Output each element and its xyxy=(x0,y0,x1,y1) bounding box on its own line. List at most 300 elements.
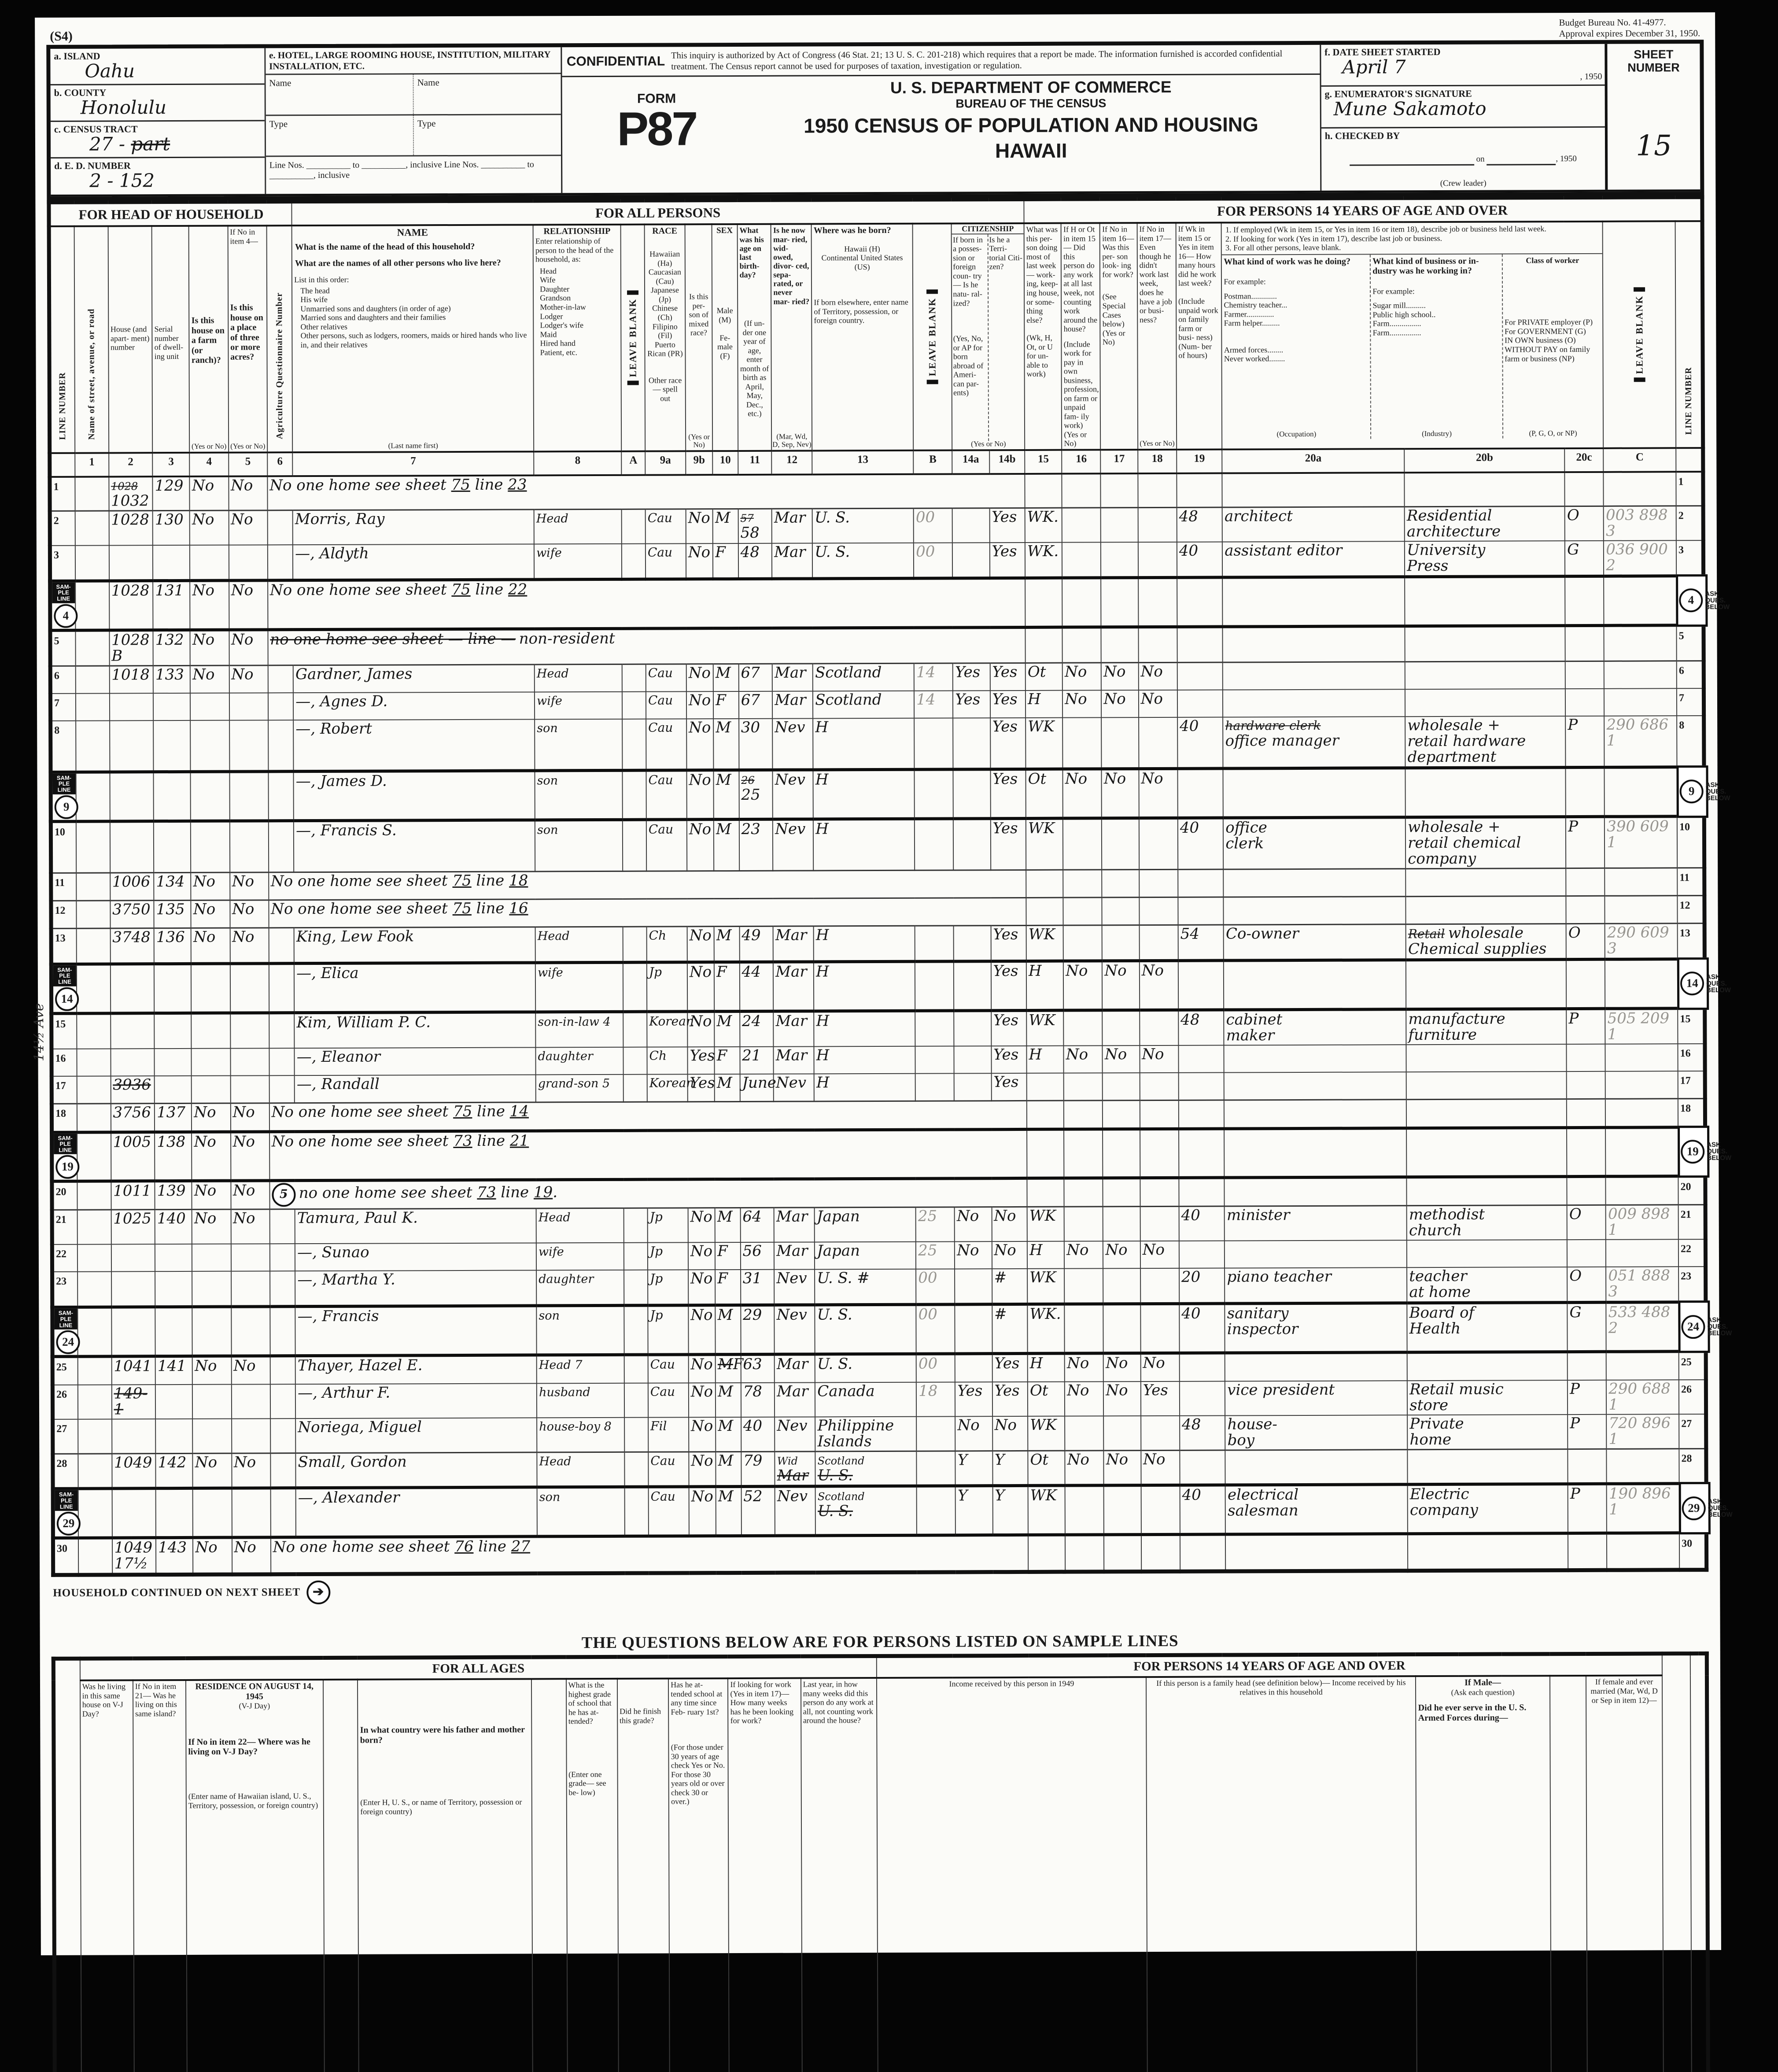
looking-for-work xyxy=(1102,869,1139,897)
span: 290 688 1 xyxy=(1608,1380,1671,1414)
column-header-row xyxy=(49,221,1703,453)
activity-last-week xyxy=(1025,473,1062,508)
class-of-worker xyxy=(1565,576,1604,625)
span: Head xyxy=(536,666,569,681)
col-citizenship xyxy=(952,223,1025,450)
age xyxy=(740,962,774,1011)
div: If No in item 22— Where was he living on V-J Day? xyxy=(188,1736,310,1757)
sex xyxy=(714,926,740,962)
office-code xyxy=(1607,1484,1679,1533)
serial-number xyxy=(153,693,190,720)
street xyxy=(77,928,111,964)
person-name xyxy=(295,1208,536,1244)
span: 14 xyxy=(916,691,936,709)
leave-blank-a xyxy=(622,664,646,692)
span: 56 xyxy=(742,1242,762,1260)
span: No xyxy=(1103,769,1126,788)
looking-for-work xyxy=(1102,925,1140,960)
span: Head xyxy=(539,1455,572,1469)
did-any-work xyxy=(1064,1178,1103,1207)
span: 15 xyxy=(1680,1013,1691,1025)
span: F xyxy=(716,963,727,981)
census-line-3 xyxy=(50,540,1703,581)
territorial-citizen xyxy=(990,718,1026,769)
marital-status xyxy=(775,1305,815,1354)
territorial-citizen xyxy=(991,961,1026,1010)
three-acres xyxy=(230,1048,269,1075)
leave-blank-a xyxy=(624,1270,648,1306)
span: son xyxy=(539,1309,560,1323)
span: No xyxy=(690,1270,713,1288)
serial-number xyxy=(154,900,191,928)
span: Small, Gordon xyxy=(298,1453,407,1471)
band-all-persons: FOR ALL PERSONS xyxy=(292,199,1024,226)
hours-worked xyxy=(1180,1416,1225,1451)
span: 1006 xyxy=(112,872,151,891)
span: P xyxy=(1570,1380,1580,1398)
race xyxy=(648,1305,688,1355)
span: 4 xyxy=(1679,588,1703,612)
has-job xyxy=(1141,1381,1180,1416)
serial-number xyxy=(155,1210,192,1245)
hours-worked xyxy=(1179,1100,1225,1129)
title-stack xyxy=(746,78,1316,163)
div: Did he finish this grade? xyxy=(620,1706,661,1725)
looking-for-work xyxy=(1103,1304,1141,1353)
div: If No in item 17— Even though he didn't work last week, does he have a job or busi- ness? xyxy=(1139,225,1172,324)
line-number-right xyxy=(1677,716,1704,767)
span: 20 xyxy=(1181,1268,1201,1286)
div: If Wk in item 15 or Yes in item 16— How many hours did he work last week? xyxy=(1178,225,1216,288)
span: 40 xyxy=(1180,819,1199,837)
class-of-worker xyxy=(1568,1352,1606,1381)
naturalized xyxy=(954,925,991,961)
has-job xyxy=(1139,768,1177,818)
line-number xyxy=(52,1357,78,1385)
hours-worked xyxy=(1177,717,1223,768)
span: 40 xyxy=(1179,542,1199,560)
enumerator-signature: Mune Sakamoto xyxy=(1333,98,1487,120)
span: 25 xyxy=(918,1242,937,1260)
birthplace xyxy=(813,769,915,819)
span: 22 xyxy=(55,1248,66,1260)
span: electrical salesman xyxy=(1227,1486,1299,1520)
serial-number xyxy=(153,580,190,630)
col-23 xyxy=(186,1680,329,2072)
relationship xyxy=(536,1306,624,1355)
span: No xyxy=(1065,690,1087,708)
span: 17 xyxy=(1680,1075,1691,1086)
span: Mar xyxy=(774,543,806,561)
did-any-work xyxy=(1063,869,1102,897)
marital-status xyxy=(774,1074,814,1101)
marital-status xyxy=(772,691,813,718)
industry xyxy=(1405,868,1566,896)
column-number: 5 xyxy=(229,452,267,476)
hours-worked xyxy=(1179,1178,1225,1206)
street xyxy=(78,1538,112,1575)
marital-status xyxy=(775,1383,815,1417)
line-number xyxy=(51,928,77,964)
on-farm xyxy=(191,720,229,772)
leave-blank-a xyxy=(624,1306,648,1355)
span: ASK QUES. BELOW xyxy=(1707,1316,1732,1337)
span: Y xyxy=(957,1451,968,1469)
three-acres xyxy=(229,545,267,580)
col-line-number xyxy=(49,226,75,453)
birthplace xyxy=(814,926,915,962)
line-number-right xyxy=(1678,1176,1705,1205)
age xyxy=(738,543,772,579)
div: (Last name first) xyxy=(388,441,438,450)
span: Japan xyxy=(817,1242,860,1260)
tract-field xyxy=(51,122,265,159)
territorial-citizen xyxy=(991,1073,1027,1101)
span: June xyxy=(742,1074,777,1092)
census-line-7 xyxy=(50,688,1704,721)
span: P xyxy=(1568,1009,1579,1027)
leave-blank-a xyxy=(624,1355,648,1384)
territorial-citizen xyxy=(992,1451,1028,1486)
span: No xyxy=(691,1452,713,1470)
looking-for-work xyxy=(1103,1073,1140,1101)
span: Canada xyxy=(817,1382,875,1400)
has-job xyxy=(1138,627,1177,662)
on-farm xyxy=(191,964,230,1013)
confidential-block xyxy=(562,45,1320,77)
naturalized xyxy=(953,769,991,818)
div: Armed forces........ Never worked........ xyxy=(1224,345,1285,363)
span: 12 xyxy=(1679,899,1690,911)
span: Nev xyxy=(777,1487,808,1506)
sex xyxy=(714,962,740,1011)
serial-number xyxy=(154,1013,192,1049)
hotel-block xyxy=(266,48,561,194)
no-one-home-note xyxy=(269,1178,1027,1209)
marital-status xyxy=(773,962,814,1011)
span: H xyxy=(1029,1045,1042,1064)
did-any-work xyxy=(1063,960,1102,1010)
street xyxy=(76,772,110,821)
leave-blank-b xyxy=(917,1451,955,1486)
mixed-race xyxy=(687,926,715,962)
span: HOUSEHOLD CONTINUED ON NEXT SHEET xyxy=(53,1586,301,1599)
relationship xyxy=(535,820,623,872)
birthplace xyxy=(815,1452,917,1487)
did-any-work xyxy=(1062,663,1101,691)
span: no one home see sheet 73 line 19. xyxy=(299,1183,558,1202)
span: part xyxy=(131,133,170,155)
agriculture-number xyxy=(269,1209,295,1244)
span: ASK QUES. BELOW xyxy=(1707,1141,1732,1162)
span: 16 xyxy=(509,899,528,917)
race xyxy=(646,509,686,544)
span: 2 xyxy=(1678,510,1684,522)
span: No xyxy=(192,510,214,528)
occupation xyxy=(1225,1241,1407,1268)
on-farm xyxy=(190,630,229,665)
span: No xyxy=(1066,1354,1089,1373)
span: No xyxy=(230,476,253,495)
span: No xyxy=(1141,961,1164,979)
territorial-citizen xyxy=(990,663,1025,691)
leave-blank-a xyxy=(623,820,646,871)
group-income-self: Income received by this person in 1949 xyxy=(877,1677,1152,2072)
span: 134 xyxy=(156,872,185,890)
relationship xyxy=(536,1243,624,1271)
industry xyxy=(1406,1099,1567,1128)
census-line-11 xyxy=(51,868,1704,901)
house-number xyxy=(111,1385,155,1419)
span: Retail xyxy=(1408,926,1445,941)
has-job xyxy=(1139,690,1177,717)
span: 17 xyxy=(55,1080,66,1092)
span: sanitary inspector xyxy=(1227,1304,1298,1338)
sex xyxy=(713,664,739,691)
occupation xyxy=(1223,817,1405,869)
three-acres xyxy=(231,1307,270,1356)
has-job xyxy=(1138,542,1177,578)
looking-for-work xyxy=(1103,1381,1141,1416)
span: Cau xyxy=(648,822,674,837)
house-number xyxy=(111,1272,155,1307)
office-code xyxy=(1606,1302,1679,1352)
mixed-race xyxy=(688,1270,716,1306)
span: Thayer, Hazel E. xyxy=(297,1356,423,1375)
span: F xyxy=(716,691,726,709)
col-farm xyxy=(189,226,229,453)
occupation xyxy=(1222,541,1405,577)
house-number xyxy=(111,1181,155,1210)
person-name xyxy=(293,719,535,771)
marital-status xyxy=(774,1270,815,1305)
person-name xyxy=(293,692,535,720)
line-number xyxy=(50,630,76,666)
has-job xyxy=(1140,1045,1178,1072)
activity-last-week xyxy=(1026,870,1063,897)
did-any-work xyxy=(1065,1451,1104,1485)
line-number xyxy=(52,1013,77,1049)
looking-for-work xyxy=(1102,717,1139,769)
has-job xyxy=(1139,818,1178,869)
territorial-citizen xyxy=(992,1304,1028,1354)
ask-ques-below-badge xyxy=(1678,1126,1732,1178)
span: U. S. xyxy=(817,1466,853,1485)
industry xyxy=(1405,767,1566,817)
looking-for-work xyxy=(1103,1241,1140,1269)
div: (Occupation) xyxy=(1276,429,1317,438)
span: No xyxy=(1065,770,1088,788)
form-number xyxy=(567,91,747,155)
span: methodist church xyxy=(1409,1206,1485,1240)
sex xyxy=(716,1452,741,1487)
hours-worked xyxy=(1177,662,1223,690)
span: Scotland xyxy=(815,691,882,709)
line-number-right xyxy=(1678,923,1705,959)
marital-status xyxy=(774,1242,815,1270)
span: No xyxy=(689,963,712,981)
span: 75 xyxy=(451,476,470,494)
span: son xyxy=(537,721,558,735)
span: 73 xyxy=(453,1132,472,1150)
div: RACE xyxy=(652,226,677,236)
div: (V-J Day) xyxy=(239,1701,270,1710)
industry xyxy=(1406,1044,1567,1072)
race xyxy=(647,1074,694,1102)
span: No xyxy=(691,1417,713,1435)
column-number: 1 xyxy=(75,453,109,476)
house-number xyxy=(110,720,154,772)
race xyxy=(646,691,686,719)
leave-blank-b xyxy=(915,769,953,819)
sex xyxy=(715,1242,741,1270)
span: M xyxy=(717,1355,733,1374)
span: No xyxy=(1142,1045,1164,1063)
span: son-in-law 4 xyxy=(538,1015,611,1029)
span: H xyxy=(1028,962,1042,980)
has-job xyxy=(1138,577,1177,627)
birthplace xyxy=(814,1046,915,1074)
birthplace xyxy=(814,1073,915,1101)
hours-worked xyxy=(1177,577,1223,627)
span: No xyxy=(1143,1451,1166,1469)
occupation xyxy=(1225,1450,1408,1485)
span: 16 xyxy=(55,1053,66,1064)
leave-blank-a xyxy=(622,509,646,544)
on-farm xyxy=(192,1075,230,1103)
column-number: 6 xyxy=(267,452,293,476)
office-code xyxy=(1605,1008,1678,1044)
birthplace xyxy=(815,1417,916,1452)
span: F xyxy=(733,1355,744,1374)
div: (Ask each question) xyxy=(1451,1688,1515,1697)
span: No xyxy=(193,900,216,918)
agriculture-number xyxy=(268,665,293,693)
person-name xyxy=(293,544,534,580)
enumerator-field xyxy=(1321,86,1605,129)
span: No xyxy=(194,1103,216,1121)
span: 21 xyxy=(1680,1209,1691,1221)
col-27 xyxy=(668,1678,734,2072)
span: 40 xyxy=(1179,717,1199,735)
span: Ch xyxy=(649,928,667,943)
div: In what country were his father and mother born? xyxy=(360,1725,525,1745)
hours-worked xyxy=(1179,1206,1225,1241)
col-employment xyxy=(1221,222,1604,449)
three-acres xyxy=(231,1356,270,1385)
activity-last-week xyxy=(1026,818,1063,870)
span xyxy=(1350,155,1474,166)
budget-note xyxy=(1559,17,1700,39)
line-number xyxy=(50,693,76,720)
person-name xyxy=(296,1452,537,1488)
col-15 xyxy=(1024,223,1062,450)
span: No xyxy=(195,1357,217,1375)
age xyxy=(740,1074,777,1101)
activity-last-week xyxy=(1027,1207,1065,1242)
span: Yes xyxy=(992,717,1018,735)
street xyxy=(75,511,109,546)
span: LEAVE BLANK xyxy=(926,290,938,384)
span: 24 xyxy=(1681,1315,1705,1339)
span: 44 xyxy=(741,963,761,981)
activity-last-week xyxy=(1026,1010,1064,1046)
div: Head Wife Daughter Grandson Mother-in-law Lodger Lodger's wife Maid Hired hand Patient, etc. xyxy=(540,266,586,357)
span: No one home see sheet 75 line 16 xyxy=(271,899,528,918)
span: 5 xyxy=(272,1183,295,1207)
column-number: 9a xyxy=(645,451,686,475)
span: —, Robert xyxy=(295,720,372,738)
house-number xyxy=(109,510,153,545)
span: —, Aldyth xyxy=(295,544,369,562)
div: Did he ever serve in the U. S. Armed Forces during— xyxy=(1418,1703,1527,1723)
census-line-9 xyxy=(51,767,1704,821)
class-of-worker xyxy=(1568,1415,1606,1449)
line-number-right xyxy=(1678,1127,1732,1176)
no-one-home-note xyxy=(268,627,1025,665)
occupation xyxy=(1224,960,1406,1009)
activity-last-week xyxy=(1028,1486,1066,1535)
industry xyxy=(1406,1127,1567,1177)
div: Type xyxy=(266,116,414,156)
column-number: A xyxy=(622,451,646,475)
div: (Yes or No) xyxy=(1140,439,1175,448)
did-any-work xyxy=(1063,925,1102,960)
span: Jp xyxy=(650,1271,663,1286)
serial-number xyxy=(153,545,190,581)
col-name xyxy=(292,225,534,452)
did-any-work xyxy=(1065,1535,1104,1572)
col-mixed xyxy=(685,225,713,451)
leave-blank-a xyxy=(624,1208,648,1243)
div: Is this house on a place of three or more acres? xyxy=(230,303,263,362)
house-number xyxy=(111,1103,155,1132)
birthplace xyxy=(813,819,915,871)
mixed-race xyxy=(688,1243,715,1270)
span: —, Elica xyxy=(296,964,359,982)
industry xyxy=(1405,689,1565,717)
span: 24 xyxy=(741,1012,761,1030)
span: non-resident xyxy=(519,629,615,648)
class-of-worker xyxy=(1566,816,1605,868)
serial-number xyxy=(155,1419,193,1454)
house-number xyxy=(109,545,153,581)
span: No one home see sheet 75 line 14 xyxy=(271,1102,529,1121)
leave-blank-a xyxy=(622,719,646,770)
on-farm xyxy=(190,476,229,510)
naturalized xyxy=(955,1486,993,1535)
col-25 xyxy=(566,1679,623,2072)
census-line-15 xyxy=(52,1008,1705,1049)
street xyxy=(76,666,110,694)
occupation xyxy=(1225,1303,1407,1353)
has-job xyxy=(1138,662,1177,690)
line-number-right xyxy=(1678,1071,1705,1099)
occupation xyxy=(1224,868,1406,897)
span: Yes xyxy=(690,1074,715,1092)
did-any-work xyxy=(1065,1416,1103,1451)
span: 00 xyxy=(916,543,935,561)
div: (Enter one grade— see be- low) xyxy=(568,1769,606,1797)
line-number-right xyxy=(1678,1267,1706,1303)
span: Board of Health xyxy=(1409,1304,1475,1338)
serial-number xyxy=(155,1356,192,1385)
relationship xyxy=(536,1270,624,1306)
col-relationship xyxy=(533,225,622,451)
serial-number xyxy=(153,720,191,772)
on-farm xyxy=(192,1132,231,1181)
looking-for-work xyxy=(1101,627,1139,662)
